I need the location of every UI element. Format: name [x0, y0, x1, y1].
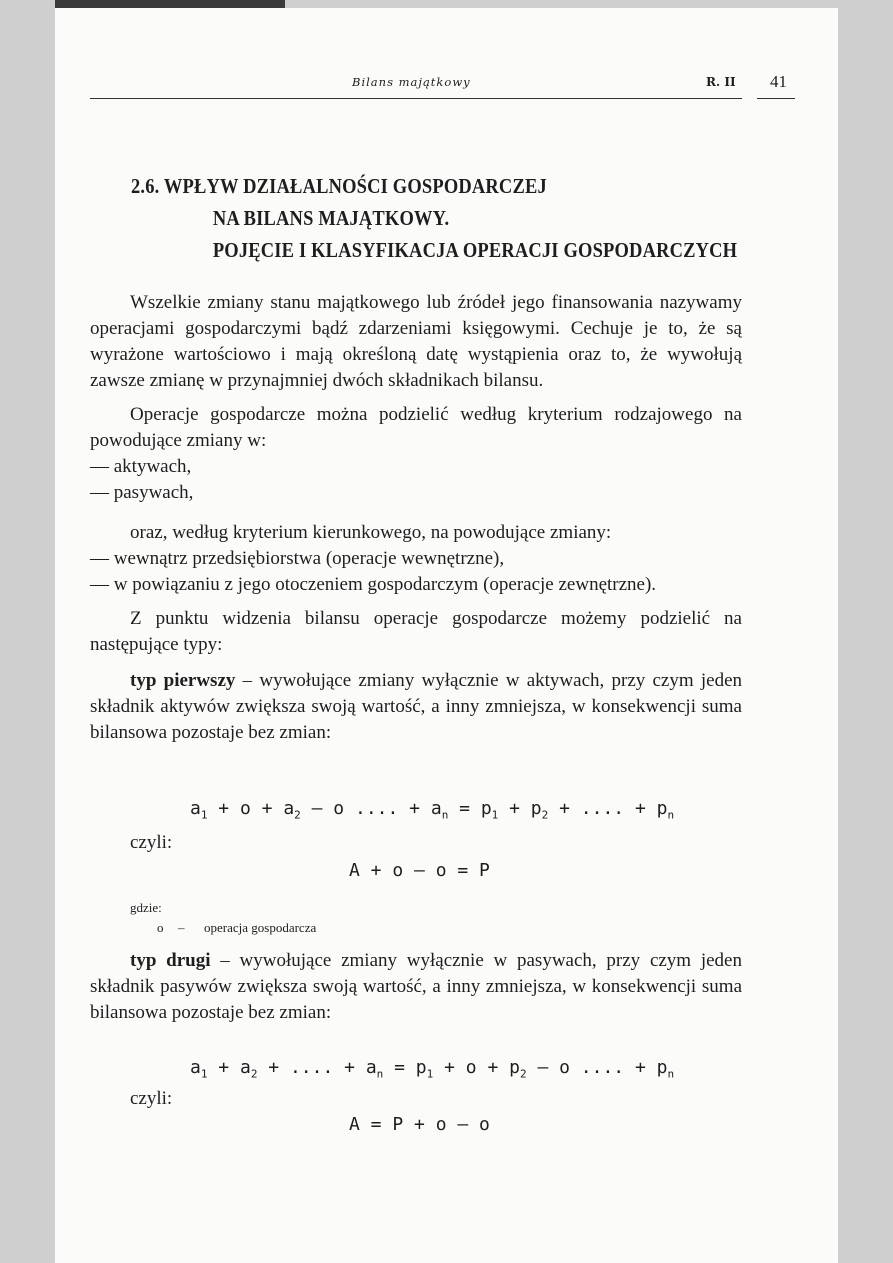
type1-label: typ pierwszy [130, 670, 236, 691]
paragraph-type1 [90, 668, 742, 746]
paragraph: Z punktu widzenia bilansu operacje gospodarcze możemy podzielić na następujące typy: [90, 608, 742, 655]
running-header-chapter: R. II [706, 75, 736, 89]
scan-edge [55, 0, 285, 8]
formula-type1-simple: A + o – o = P [349, 860, 490, 881]
running-header-title: Bilans majątkowy [352, 75, 471, 89]
legend-symbol: o [157, 920, 164, 935]
paragraph-type2 [90, 948, 742, 1026]
czyli-label: czyli: [130, 1088, 173, 1109]
list-item: — w powiązaniu z jego otoczeniem gospodarczym (operacje zewnętrzne). [90, 574, 657, 595]
formula-type2: $a_1 + a_2$ + .... + $a_n = p_1 + o + p_2 - o$ .... + $p_n$ [190, 1057, 675, 1081]
formula-type1: $a_1 + o + a_2 - o$ .... + $a_n = p_1 + p_2$ + .... + $p_n$ [190, 798, 675, 822]
list-item: — aktywach, [90, 456, 192, 477]
czyli-label: czyli: [130, 832, 173, 853]
heading-line: POJĘCIE I KLASYFIKACJA OPERACJI GOSPODARCZYCH [212, 238, 738, 262]
body-text [90, 290, 742, 746]
heading-line: 2.6. WPŁYW DZIAŁALNOŚCI GOSPODARCZEJ [131, 174, 547, 198]
type1-text: – wywołujące zmiany wyłącznie w aktywach, przy czym jeden składnik aktywów zwiększa swoją wartość, a inny zmniejsza, w konsekwencji suma bilansowa pozostaje bez zmian: [90, 670, 742, 743]
type2-text: – wywołujące zmiany wyłącznie w pasywach, przy czym jeden składnik pasywów zwiększa swoją wartość, a inny zmniejsza, w konsekwencji suma bilansowa pozostaje bez zmian: [90, 950, 742, 1023]
page-number-rule [757, 98, 795, 99]
list-item: — pasywach, [90, 482, 194, 503]
paragraph: Operacje gospodarcze można podzielić według kryterium rodzajowego na powodujące zmiany w: [90, 404, 742, 451]
page-number: 41 [770, 72, 787, 91]
legend-text: operacja gospodarcza [204, 920, 317, 935]
body-text-2 [90, 948, 742, 1026]
paragraph: Wszelkie zmiany stanu majątkowego lub źródeł jego finansowania nazywamy operacjami gospodarczymi bądź zdarzeniami księgowymi. Cechuje je to, że są wyrażone wartościowo i mają określoną datę wystąpienia oraz to, że wywołują zawsze zmianę w przynajmniej dwóch składnikach bilansu. [90, 292, 742, 391]
section-heading [131, 170, 737, 266]
list-item: — wewnątrz przedsiębiorstwa (operacje wewnętrzne), [90, 548, 505, 569]
formula-type2-simple: A = P + o – o [349, 1114, 490, 1135]
header-rule [90, 98, 742, 99]
paragraph: oraz, według kryterium kierunkowego, na powodujące zmiany: [130, 522, 612, 543]
gdzie-label: gdzie: [130, 900, 162, 915]
type2-label: typ drugi [130, 950, 211, 971]
legend-dash: – [178, 920, 185, 935]
heading-line: NA BILANS MAJĄTKOWY. [212, 206, 450, 230]
